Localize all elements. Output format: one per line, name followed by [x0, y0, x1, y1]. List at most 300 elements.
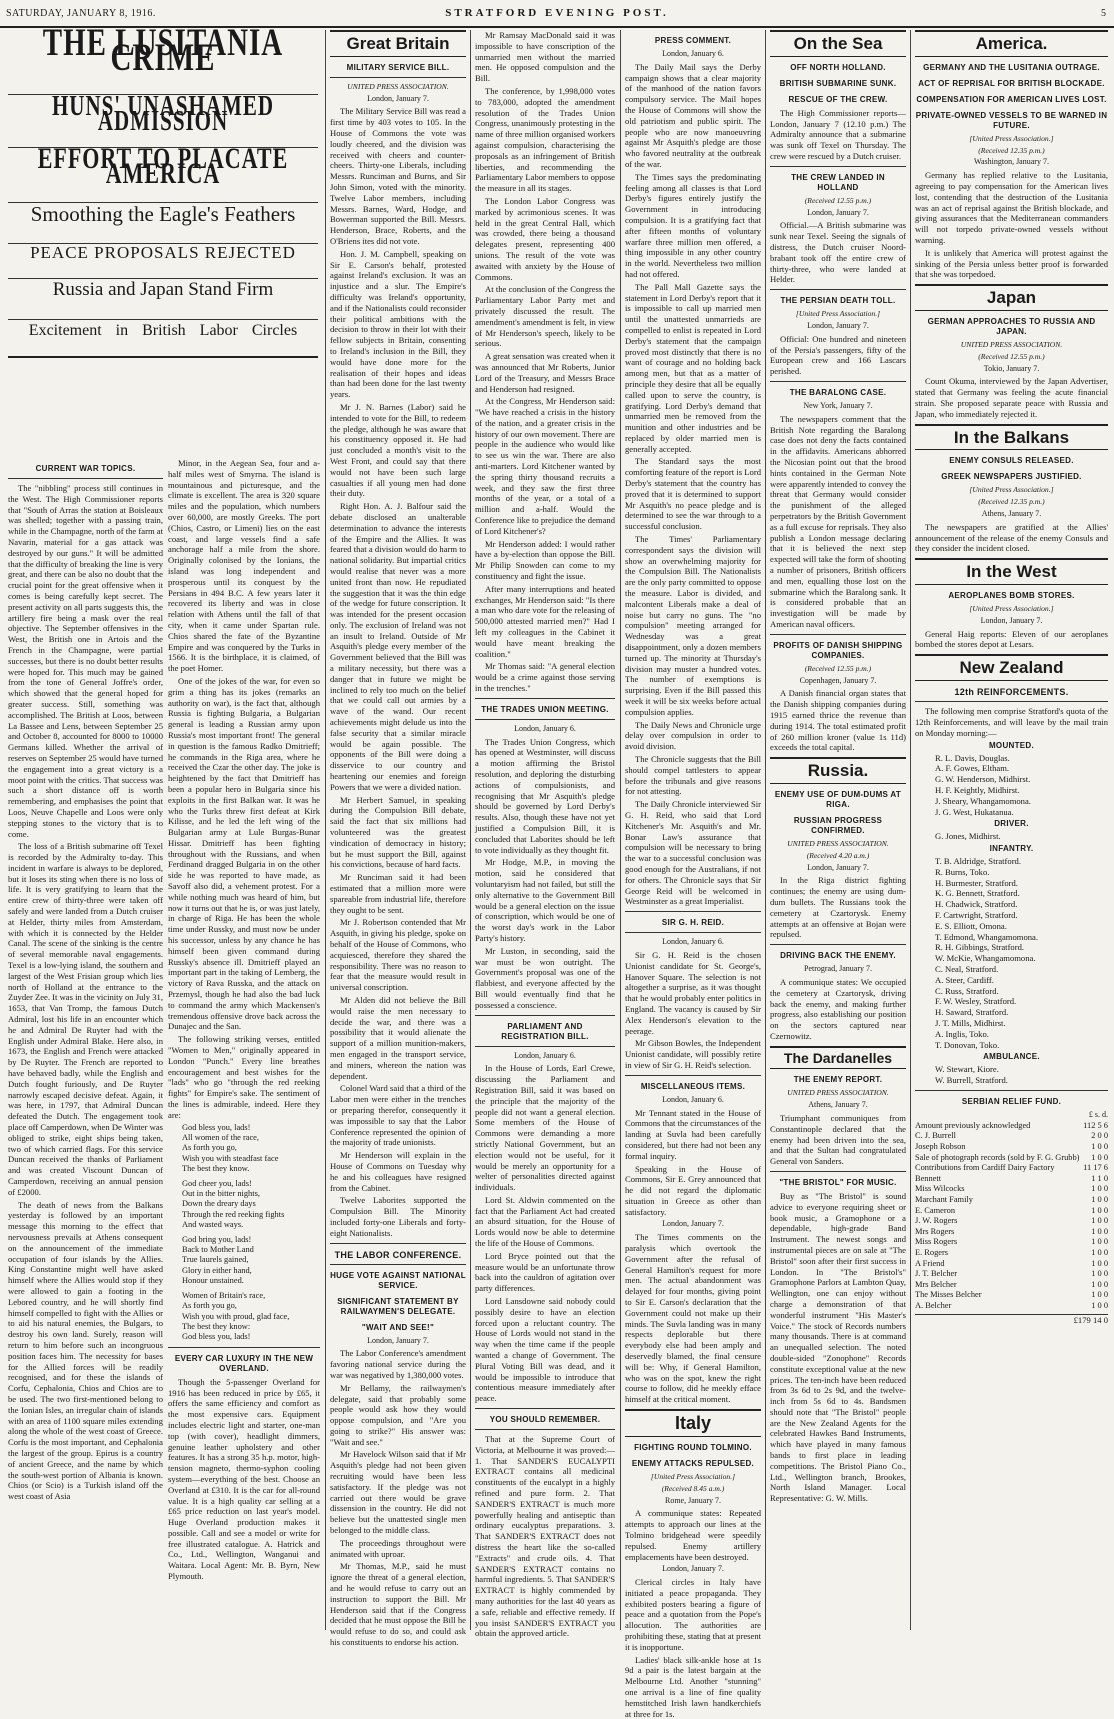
- subheading-reid: SIR G. H. REID.: [661, 918, 725, 928]
- article-paragraph: Mr Gibson Bowles, the Independent Unionist candidate, will possibly retire in view of Sir G. H. Reid's selection.: [625, 1038, 761, 1070]
- fund-amount: 1 0 0: [1091, 1290, 1108, 1300]
- divider: [625, 911, 761, 912]
- fund-contributor: C. J. Burrell: [915, 1131, 956, 1141]
- article-paragraph: Mr Thomas, M.P., said he must ignore the threat of a general election, and he would refuse to carry out an instruction to support the Bill. Mr Henderson said that if the Congress decided that he must oppose the Bill he would refuse to do so, and could ask his constituents to endorse his action.: [330, 1561, 466, 1648]
- list-item: G. Jones, Midhirst.: [935, 831, 1001, 842]
- press-credit: [United Press Association.]: [795, 309, 881, 319]
- article-paragraph: Official: One hundred and nineteen of the Persia's passengers, fifty of the European crew and 166 Lascars perished.: [770, 333, 906, 377]
- list-item: W. Burrell, Stratford.: [935, 1075, 1008, 1086]
- section-heading-overland: EVERY CAR LUXURY IN THE NEW OVERLAND.: [174, 1353, 314, 1373]
- article-paragraph: Mr Thomas said: "A general election would be a crime against those serving in the trenches.": [475, 661, 615, 694]
- poem-line: God cheer you, lads!: [182, 1178, 252, 1188]
- article-paragraph: Colonel Ward said that a third of the Labor men were either in the trenches or preparing therefor, consequently it was impossible to say that the Labor Conference represented the opinion of the majority of trade unionists.: [330, 1083, 466, 1148]
- poem-line: Women of Britain's race,: [182, 1290, 266, 1300]
- article-paragraph: The Military Service Bill was read a first time by 403 votes to 105. In the House of Commons the vote was loudly cheered, and the division was received with cheers and counter-cheers. Thirty-one Liberals, including Messrs. Runciman and Burns, and Sir John Simon, voted with the minority. Twelve Labor members, including Messrs. Barnes, Ward, Hodge, and Bowerman supported the Bill. Messrs. Henderson, Brace, Roberts, and the O'Briens ites did not vote.: [330, 106, 466, 246]
- list-item: J. T. Mills, Midhirst.: [935, 1018, 1006, 1029]
- poem-line: God bring you, lads!: [182, 1234, 252, 1244]
- poem-line: Out in the bitter nights,: [182, 1189, 260, 1199]
- divider: [8, 356, 318, 358]
- dateline: London, January 7.: [807, 321, 869, 330]
- section-heading-box: [915, 654, 1108, 681]
- section-heading-box: [770, 30, 906, 57]
- received-time: (Received 8.45 a.m.): [661, 1483, 725, 1493]
- list-item: K. G. Bennett, Stratford.: [935, 888, 1020, 899]
- headline-lusitania: THE LUSITANIA CRIME: [42, 21, 284, 79]
- list-item: T. B. Aldridge, Stratford.: [935, 856, 1022, 867]
- fund-contributor: Mrs Rogers: [915, 1226, 955, 1236]
- article-paragraph: The Labor Conference's amendment favoring national service during the war was negatived by 1,380,000 votes.: [330, 1348, 466, 1380]
- fund-amount: 11 17 6: [1083, 1163, 1108, 1173]
- subheading-north-holland: OFF NORTH HOLLAND.: [790, 62, 886, 72]
- article-paragraph: Sir G. H. Reid is the chosen Unionist candidate for St. George's, Hanover Square. The selection is not altogether a surprise, as it was thought that he would probably enter politics in England. The vacancy is caused by Sir Alex Henderson's elevation to the peerage.: [625, 949, 761, 1036]
- masthead-date: SATURDAY, JANUARY 8, 1916.: [6, 8, 156, 19]
- advertisement-text: Though the 5-passenger Overland for 1916 has been reduced in price by £65, it offers the same efficiency and comfort as the most expensive cars. Equipment includes electric light and starter, one-man top (with cover), headlight dimmers, genuine leather upholstery and other features. It has a strong 35 h.p. motor, high-tension magneto, thermo-syphon cooling system—everything of the best. Choose an Overland at £310. It is the car for all-round value. It is a high quality car selling at a £65 price reduction on last year's model. Huge Overland production makes it possible. Call and see a model or write for free illustrated catalogue. A. Hatrick and Co., Ltd., Wellington, Wanganui and Waitara. Local Agent: Mr. B. Byrn, New Plymouth.: [168, 1376, 320, 1582]
- article-paragraph: Mr Alden did not believe the Bill would raise the men necessary to decide the war, and there was a possibility that it would alienate the support of a million munition-makers, men engaged in the transport service, and miners, whereon the nation was dependent.: [330, 994, 466, 1081]
- divider: [475, 1408, 615, 1409]
- article-paragraph: Mr Henderson will explain in the House of Commons on Tuesday why he and his colleagues have resigned from the Cabinet.: [330, 1150, 466, 1193]
- poem-line: All women of the race,: [182, 1133, 259, 1143]
- divider: [625, 932, 761, 933]
- column-rule: [325, 30, 326, 1630]
- fund-row: [915, 1153, 1108, 1164]
- fund-row: [915, 1280, 1108, 1291]
- article-paragraph: The Times comments on the paralysis which overtook the Government after the refusal of General Hamilton's request for more men. The actual abandonment was delayed for four months, giving point to Sir E. Carson's declaration that the Government could not make up their minds. The Suvla landing was in many respects deplorable but there everybody else had been amply and deservedly blamed, the final censure will be: Why, if General Hamilton, who was on the spot, knew the right course to follow, did he meekly efface himself at the critical moment.: [625, 1232, 761, 1405]
- fund-contributor: Sale of photograph records (sold by F. G. Grubb): [915, 1152, 1080, 1162]
- dateline: London, January 6.: [662, 937, 724, 947]
- list-item: G. W. Henderson, Midhirst.: [935, 774, 1031, 785]
- fund-row: [915, 1290, 1108, 1301]
- section-heading-box: [915, 30, 1108, 57]
- subheading-military-service: MILITARY SERVICE BILL.: [346, 62, 450, 72]
- article-paragraph: At the Congress, Mr Henderson said: "We have reached a crisis in the history of the nation, and a greater crisis in the history of our own movement. There are people in the audience who would like to see us win the war. There are also anti-marters. Lord Kitchener wanted by the spring thirty thousand recruits a week, and they saw the first three months of the year, or a total of a million and a-half. Would the Conference like to prejudice the demand of Lord Kitchener's?: [475, 396, 615, 536]
- column-labor-congress: [475, 30, 615, 1639]
- fund-contributor: Amount previously acknowledged: [915, 1120, 1031, 1130]
- subheading-misc: MISCELLANEOUS ITEMS.: [640, 1081, 746, 1091]
- divider: [770, 634, 906, 635]
- list-item: A. Steer, Cardiff.: [935, 974, 994, 985]
- list-item: H. Chadwick, Stratford.: [935, 899, 1018, 910]
- dateline: Athens, January 7.: [808, 1100, 868, 1110]
- article-paragraph: The Standard says the most comforting feature of the report is Lord Derby's statement that the country has proved that it is determined to support Mr Asquith's no peace pledge and is determined to see the war through to a successful conclusion.: [625, 456, 761, 532]
- section-title-japan: Japan: [986, 288, 1037, 308]
- fund-row: [915, 1269, 1108, 1280]
- fund-row: [915, 1237, 1108, 1248]
- article-paragraph: Speaking in the House of Commons, Sir E. Grey announced that he did not regard the diplomatic situation in Greece as other than satisfactory.: [625, 1163, 761, 1217]
- list-infantry: [915, 856, 1108, 1050]
- article-paragraph: Mr Tennant stated in the House of Commons that the circumstances of the landing at Suvla had been carefully considered, but there had not been any formal inquiry.: [625, 1107, 761, 1161]
- article-paragraph: Official.—A British submarine was sunk near Texel. Seeing the signals of distress, the Dutch cruiser Noord-brabant took off the entire crew of thirty-three, who were landed at Helder.: [770, 220, 906, 285]
- divider: [168, 1347, 320, 1348]
- fund-row: [915, 1206, 1108, 1217]
- fund-row: [915, 1216, 1108, 1227]
- subheading-persian: THE PERSIAN DEATH TOLL.: [780, 296, 896, 306]
- list-mounted: [915, 753, 1108, 818]
- headline-huns: HUNS' UNASHAMED ADMISSION: [51, 89, 275, 137]
- poem-line: True laurels gained,: [182, 1255, 249, 1265]
- subheading-aeroplanes: AEROPLANES BOMB STORES.: [948, 591, 1075, 601]
- divider: [330, 1264, 466, 1265]
- poem-line: Through the red reeking fights: [182, 1209, 285, 1219]
- column-rule: [470, 30, 471, 1630]
- article-paragraph: The proceedings throughout were animated with uproar.: [330, 1537, 466, 1559]
- subheading-wait-and-see: "WAIT AND SEE!": [361, 1322, 435, 1332]
- received-time: (Received 12.35 p.m.): [978, 145, 1045, 155]
- press-credit: UNITED PRESS ASSOCIATION.: [787, 1088, 889, 1098]
- advertisement-text: Buy as "The Bristol" is sound advice to everyone requiring sheet or book music, a Gramophone or a dependable, high-grade Band Instrument. The newest songs and instrumental pieces are on sale at "The Bristol" soon after their first success in London. In "The Bristol's" Gramophone Parlors at Lambton Quay, Wellington, one can enjoy without charge a demonstration of that wonderful instrument "His Master's Voice." The stock of Records numbers many thousands. There is at command an unequalled selection. The noted double-sided "Zonophone" Records constitute exceptional value at the new prices. The ten-inch have been reduced from 3s 6d to 2s 9d, and the twelve-inch from 5s 6d to 4s. Bandsmen should note that "The Bristol" people are the New Zealand Agents for the celebrated Hawkes Band Instruments, which have played in many famous bands to first place in leading competitions. The Bristol Piano Co., Ltd., Wellington branch, Brookes, North Island Manager. Local Representative: G. W. Mills.: [770, 1190, 906, 1504]
- article-paragraph: Lord Lansdowne said nobody could possibly desire to have an election forced upon a reluctant country. The House of Lords would not stand in the way when the time came if the people wanted a change of Government. The Plural Voting Bill was dead, and it would be impossible to introduce that contentious measure immediately after peace.: [475, 1296, 615, 1404]
- fund-amount: 1 0 0: [1091, 1152, 1108, 1162]
- subheading-parliament: PARLIAMENT AND REGISTRATION BILL.: [501, 1021, 589, 1041]
- fund-amount: 1 0 0: [1091, 1226, 1108, 1236]
- article-paragraph: Right Hon. A. J. Balfour said the debate disclosed an unalterable determination to advance the interests of the Empire and the Allies. It was feared that a division would do harm to national solidarity. But impartial critics would realise that never was a more united front than now. He repudiated the suggestion that it was the thin edge of the wedge for future conscription. It was intended for the present occasion only. The exclusion of Ireland was not an insult to Ireland. Outside of Mr Asquith's pledge every member of the Government believed that the Bill was a military necessity, but there was a danger that in future we might be inclined to rely too much on the belief that we could call out armies by a wave of the wand. Our recent achievements might delude us into the false security that a similar miracle would be again possible. The opponents of the Bill were doing a disservice to our country and heartening our enemies and foreign Powers that we were a divided nation.: [330, 501, 466, 792]
- fund-contributor: Miss Wilcocks: [915, 1184, 965, 1194]
- article-paragraph: Minor, in the Aegean Sea, four and a-half miles west of Smyrna. The island is mountainous and picturesque, and the climate is excellent. The area is 320 square miles and the population, which numbers over 60,000, are mostly Greeks. The port (Chios, Castro, or Limeni) lies on the east coast, and large vessels find a safe anchorage half a mile from the shore. Originally colonised by the Ionians, the island was long independent and prosperous until its conquest by the Persians in 494 B.C. A few years later it recovered its liberty and was in close relation with Athens until the fall of that city, when it came under Spartan rule. Chios shared the fate of the Byzantine Empire and was conquered by the Turks in 1566. It is the birthplace, it is claimed, of the poet Homer.: [168, 458, 320, 674]
- press-credit: [United Press Association.]: [969, 485, 1054, 495]
- column-current-war-continued: [168, 458, 320, 1633]
- fund-amount: 1 0 0: [1091, 1142, 1108, 1152]
- subheading-remember: YOU SHOULD REMEMBER.: [489, 1415, 601, 1425]
- list-item: F. Cartwright, Stratford.: [935, 910, 1018, 921]
- article-paragraph: The newspapers comment that the British Note regarding the Baralong case does not deny the facts contained in the affidavits. Americans abhorred the Nicosian point out that the brood hints contained in the German Note were apparently intended to convey the threat that Germany would consider the punishment of the alleged perpetrators by the British Government as a full excuse for reprisals. They also publish a London message declaring that it is believed the next step expected will take the form of shooting a number of prisoners, British officers and men, equalling those lost on the submarine which the Baralong sank. It is considered probable that an investigation will be made by American naval officers.: [770, 413, 906, 629]
- section-title-west: In the West: [966, 562, 1057, 582]
- dateline: Tokio, January 7.: [983, 363, 1040, 373]
- dateline: London, January 7.: [807, 862, 869, 872]
- dateline: Copenhagen, January 7.: [799, 675, 877, 685]
- poem-line: Honour unstained.: [182, 1276, 244, 1286]
- list-item: T. Donovan, Toko.: [935, 1039, 1000, 1050]
- fund-amount: 1 0 0: [1091, 1216, 1108, 1226]
- label-infantry: INFANTRY.: [989, 844, 1034, 854]
- dateline: London, January 6.: [514, 723, 576, 733]
- section-heading-box: [915, 424, 1108, 451]
- article-paragraph: Mr Henderson added: I would rather have a by-election than oppose the Bill. Mr Philip Snowden can come to my constituency and fight the issue.: [475, 538, 615, 582]
- divider: [625, 1075, 761, 1076]
- press-credit: UNITED PRESS ASSOCIATION.: [787, 838, 889, 848]
- fund-contributor: Mrs Belcher: [915, 1279, 957, 1289]
- received-time: (Received 12.35 p.m.): [978, 497, 1045, 507]
- subheading-huge-vote: HUGE VOTE AGAINST NATIONAL SERVICE.: [330, 1270, 466, 1290]
- article-paragraph: Mr Hodge, M.P., in moving the motion, said he considered that voluntaryism had not failed, but still the only alternative to the Government Bill would be a general election on the issue of conscription, which would be one of the worst day's work in the Labor Party's history.: [475, 857, 615, 943]
- section-title-dardanelles: The Dardanelles: [783, 1049, 893, 1066]
- divider: [475, 698, 615, 699]
- fund-contributor: Joseph Robson: [915, 1142, 966, 1152]
- fund-contributor: E. Cameron: [915, 1205, 956, 1215]
- divider: [770, 944, 906, 945]
- section-title-new-zealand: New Zealand: [959, 658, 1064, 678]
- subheading-serbian-fund: SERBIAN RELIEF FUND.: [961, 1097, 1062, 1107]
- article-paragraph: The following striking verses, entitled "Women to Men," originally appeared in London "Punch." Every line breathes encouragement and best wishes for the "lads" who go "through the red reeking fights" for Empire's sake. The sentiment of the lines is admirable, indeed. Here they are:: [168, 1034, 320, 1120]
- section-heading-box: [915, 284, 1108, 311]
- subheading-repulsed: ENEMY ATTACKS REPULSED.: [631, 1458, 755, 1468]
- fund-row: [915, 1301, 1108, 1312]
- section-heading-current-war: CURRENT WAR TOPICS.: [35, 464, 136, 473]
- headline-labor: Excitement in British Labor Circles: [28, 322, 298, 339]
- press-credit: UNITED PRESS ASSOCIATION.: [960, 340, 1063, 350]
- article-paragraph: Triumphant communiques from Constantinople declared that the enemy had been driven into the sea, and that the Sultan had congratulated General von Sanders.: [770, 1112, 906, 1167]
- fund-amount: 112 5 6: [1083, 1120, 1108, 1130]
- fund-contributor: Marchant Family: [915, 1194, 973, 1204]
- dateline: London, January 6.: [662, 1094, 724, 1104]
- fund-amount: 1 0 0: [1091, 1184, 1108, 1194]
- page-number: 5: [1101, 8, 1106, 19]
- article-paragraph: At the conclusion of the Congress the Parliamentary Labor Party met and privately discussed the result. The amendment's amendment is felt, in view of Mr Henderson's speech, likely to be serious.: [475, 284, 615, 349]
- divider: [770, 1171, 906, 1172]
- section-title-italy: Italy: [674, 1413, 712, 1434]
- headline-eagle: Smoothing the Eagle's Feathers: [30, 202, 296, 226]
- dateline: London, January 7.: [662, 1219, 724, 1229]
- subheading-bristol: "THE BRISTOL" FOR MUSIC.: [779, 1177, 897, 1187]
- article-paragraph: The conference, by 1,998,000 votes to 783,000, adopted the amendment resolution of the Trades Union Congress, unanimously protesting in the name of three million organised workers against compulsion, characterising the proposals as an infringement of British liberties, and recommending the Parliamentary Labor members to oppose the measure in all its stages.: [475, 85, 615, 194]
- column-current-war-topics: [8, 458, 163, 1633]
- subheading-significant: SIGNIFICANT STATEMENT BY RAILWAYMEN'S DELEGATE.: [337, 1296, 459, 1316]
- article-paragraph: Germany has replied relative to the Lusitania, agreeing to pay compensation for the American lives lost, contending that the destruction of the Lusitania was an act of reprisal against the British blockade, and giving assurances that the Mediterranean commanders will not torpedo private-owned vessels without warning.: [915, 170, 1108, 246]
- article-paragraph: It is unlikely that America will protest against the sinking of the Persia unless better proof is forwarded that she was torpedoed.: [915, 247, 1108, 280]
- article-paragraph: One of the jokes of the war, for even so grim a thing has its jokes (remarks an authority on war), is the fact that, although Russia is fighting Bulgaria, a Bulgarian general is leading a Russian army upon Russia's most important front! The general in question is the famous Radko Dmitrieff; he commands in the Riga area, where he received the Czar the other day. The joke is heightened by the fact that Dmitrieff has been a popular hero in Bulgaria since his exploits in the first Balkan war. It was he who the Turks threw first defeat at Kirk Kilisse, and he led the left wing of the Bulgarian army at Lule Burgas-Bunar Hissar. Dmitrieff has been fighting throughout with the Russians, and when Ferdinand dragged Bulgaria in on the other side he was reported to have made, as Savoff also did, a vehement protest. For a while nothing much was heard of him, but now it turns out that he is, or was just lately, in charge of Riga. He has been the whole time under Russky, and must now be under his successor, unless by any chance he has himself been given command during Russky's absence ill. Dmitrieff played an important part in the taking of Lemberg, the victory of Rava Russka, and the attack on Przemysl, though he had also the bad luck to command the army which Mackensen's tremendous offensive drove back across the Dunajec and the San.: [168, 675, 320, 1032]
- fund-contributor: Miss Rogers: [915, 1237, 958, 1247]
- article-paragraph: In the Riga district fighting continues; the enemy are using dum-dum bullets. The Russians took the cemetery at Czartorysk. Enemy attempts at an offensive at Bojan were repulsed.: [770, 875, 906, 940]
- article-paragraph: Twelve Laborites supported the Compulsion Bill. The Minority included forty-one Liberals and forty-eight Nationalists.: [330, 1195, 466, 1238]
- article-paragraph: In the House of Lords, Earl Crewe, discussing the Parliament and Registration Bill, said it was based on the principle that the majority of the people did not want a general election. Some members of the House of Commons were demanding a more strictly National Government, but an election would not be useful, for it would be merely an opportunity for a welter of personalities directed against individuals.: [475, 1063, 615, 1193]
- article-paragraph: Clerical circles in Italy have initiated a peace propaganda. They exhibited posters bearing a figure of peace and a quotation from the Pope's allocution. The authorities are prohibiting these, stating that at present it is inopportune.: [625, 1577, 761, 1652]
- advertisement-text: That at the Supreme Court of Victoria, at Melbourne it was proved:— 1. That SANDER'S EUCALYPTI EXTRACT contains all medicinal constituents of the eucalypt in a highly refined and pure form. 2. That SANDER'S EXTRACT is much more powerfully healing and antiseptic than ordinary eucalyptus preparations. 3. That SANDER'S EXTRACT does not distress the heart like the so-called "Extracts" and crude oils. 4. That SANDER'S EXTRACT contains no harmful ingredients. 5. That SANDER'S EXTRACT is highly commended by many authorities for the last 40 years as a safe, reliable and effective remedy. If you insist SANDER'S EXTRACT you obtain the approved article.: [475, 1434, 615, 1639]
- subheading-greek-newspapers: GREEK NEWSPAPERS JUSTIFIED.: [941, 472, 1082, 482]
- press-credit: [United Press Association.]: [969, 133, 1054, 143]
- section-heading-box: [625, 1409, 761, 1437]
- article-paragraph: The loss of a British submarine off Texel is recorded by the Admiralty to-day. This incident in warfare is always to be deplored, but it loses its sting when there is no loss of life. It is very gratifying to learn that the entire crew of thirty-three were taken off safely and were landed from a Dutch cruiser at Helder, thirty miles from Amsterdam, with which it is connected by the Helder Canal. The scene of the sinking is the centre of several memorable naval engagements. Texel is a low-lying island, the southern and largest of the West Frisian group which lies north of Holland at the entrance to the Zuyder Zee. It was in the vicinity on July 31, 1653, that Van Tromp, the famous Dutch Admiral, lost his life in an encounter which he and Admiral De Ruyter had with the English under Admiral Blake. Here also, in 1673, the English and French were attacked by De Ruyter. The French are reported to have behaved badly, while the English and Dutch fought furiously, and De Ruyter narrowly escaped decisive defeat. Again, it was here, in 1797, that Admiral Duncan defeated the Dutch. The engagement took place off Camperdown, when De Winter was obliged to strike, eight ships being taken, two of which carried flags. For this service Duncan received the thanks of Parliament and was created Viscount Duncan of Camperdown, receiving an annual pension of £2000.: [8, 841, 163, 1197]
- dateline: London, January 6.: [662, 49, 724, 58]
- subheading-tolmino: FIGHTING ROUND TOLMINO.: [634, 1442, 752, 1452]
- column-rule: [620, 30, 621, 1630]
- section-title-america: America.: [975, 34, 1048, 53]
- received-time: (Received 12.55 p.m.): [978, 351, 1045, 361]
- fund-amount: 1 0 0: [1091, 1279, 1108, 1289]
- article-paragraph: Mr J. Robertson contended that Mr Asquith, in giving his pledge, spoke on behalf of the House of Commons, who acquiesced, therefore they shared the responsibility. There was no reason to fear that the measure would result in universal conscription.: [330, 917, 466, 993]
- poem-line: The best they know.: [182, 1164, 250, 1174]
- list-item: E. S. Elliott, Omona.: [935, 920, 1007, 931]
- column-rule: [765, 30, 766, 1630]
- press-credit: [United Press Association.]: [969, 604, 1054, 614]
- dateline: London, January 6.: [514, 1050, 576, 1060]
- column-on-the-sea: [770, 30, 906, 1630]
- divider: [475, 1046, 615, 1047]
- poem-line: And wasted ways.: [182, 1220, 244, 1230]
- dateline: London, January 7.: [980, 615, 1043, 625]
- fund-row: [915, 1259, 1108, 1270]
- subheading-driving-back: DRIVING BACK THE ENEMY.: [780, 951, 896, 961]
- headline-russia-japan: Russia and Japan Stand Firm: [52, 279, 274, 300]
- list-item: C. Russ, Stratford.: [935, 985, 999, 996]
- received-time: (Received 4.20 a.m.): [806, 850, 870, 860]
- fund-contributor: Contributions from Cardiff Dairy Factory: [915, 1163, 1055, 1173]
- subheading-german-approaches: GERMAN APPROACHES TO RUSSIA AND JAPAN.: [927, 317, 1096, 337]
- list-item: R. Burns, Toko.: [935, 866, 990, 877]
- article-paragraph: A Danish financial organ states that the Danish shipping companies during 1915 earned thrice the revenue than during 1914. The total estimated profit of 260 million kroner (value 1s 11d) exceeds the total capital.: [770, 688, 906, 753]
- poem-line: Glory in either hand,: [182, 1265, 252, 1275]
- fund-amount: 1 0 0: [1091, 1258, 1108, 1268]
- label-mounted: MOUNTED.: [988, 740, 1035, 750]
- article-paragraph: The Daily News and Chronicle urge delay over compulsion in order to avoid division.: [625, 719, 761, 752]
- article-paragraph: The Trades Union Congress, which has opened at Westminster, will discuss a motion affirming the Bristol resolution, and deploring the disturbing actions of compulsionists, and recognising that Mr Asquith's pledge should be governed by Lord Derby's results. Also, though these have not yet justified a Compulsion Bill, it is concluded that Laborites should be left to vote individually as they thought fit.: [475, 736, 615, 855]
- fund-contributor: A. Belcher: [915, 1300, 952, 1310]
- poem-line: As forth you go,: [182, 1301, 237, 1311]
- article-paragraph: The following men comprise Stratford's quota of the 12th Reinforcements, and will leave by the mail train on Monday morning:—: [915, 706, 1108, 738]
- article-paragraph: Lord St. Aldwin commented on the fact that the Parliament Act had created an absurd situation, for the House of Lords would now be able to determine the life of the House of Commons.: [475, 1194, 615, 1249]
- received-time: (Received 12.55 p.m.): [804, 663, 872, 673]
- column-rule: [910, 30, 911, 1630]
- divider: [770, 381, 906, 382]
- subheading-russian-progress: RUSSIAN PROGRESS CONFIRMED.: [793, 815, 883, 835]
- subheading-reprisal: ACT OF REPRISAL FOR BRITISH BLOCKADE.: [918, 78, 1105, 88]
- poem-line: Back to Mother Land: [182, 1245, 254, 1255]
- article-paragraph: Count Okuma, interviewed by the Japan Advertiser, stated that Germany was feeling the acute financial strain. She proposed separate peace with Russia and Japan, who immediately rejected it.: [915, 376, 1108, 419]
- fund-amount: 1 0 0: [1091, 1247, 1108, 1257]
- dateline: Petrograd, January 7.: [804, 964, 872, 974]
- divider: [8, 319, 318, 320]
- divider: [770, 289, 906, 290]
- section-title-great-britain: Great Britain: [346, 34, 450, 53]
- fund-contributor: The Misses Belcher: [915, 1290, 982, 1300]
- dateline: Athens, January 7.: [981, 509, 1042, 519]
- divider: [770, 166, 906, 167]
- article-paragraph: The newspapers are gratified at the Allies' announcement of the release of the enemy Consuls and they consider the incident closed.: [915, 521, 1108, 554]
- list-item: H. Burmester, Stratford.: [935, 877, 1018, 888]
- subheading-submarine-sunk: BRITISH SUBMARINE SUNK.: [779, 78, 897, 88]
- dateline: Rome, January 7.: [665, 1495, 721, 1505]
- press-credit: [United Press Association.]: [650, 1471, 736, 1481]
- article-paragraph: The London Labor Congress was marked by acrimonious scenes. It was held in the great Central Hall, which was crowded, there being a thousand delegates present, representing 400 unions. The result of the vote was awaited with anxiety by the House of Commons.: [475, 195, 615, 282]
- poem-line: Wish you with steadfast face: [182, 1153, 279, 1163]
- fund-amount: 1 0 0: [1091, 1300, 1108, 1310]
- article-paragraph: The Times says the predominating feeling among all classes is that Lord Derby's figures entirely justify the Government in introducing compulsion. It is a gratifying fact that after fifteen months of voluntary warfare three million men offered, a thing impossible in any other country in the world. Nevertheless two million had not offered.: [625, 171, 761, 279]
- article-paragraph: A communique states: Repeated attempts to approach our lines at the Tolmino bridgehead were speedily repulsed. Enemy artillery emplacements have been destroyed.: [625, 1508, 761, 1562]
- list-item: A. Inglis, Toko.: [935, 1028, 989, 1039]
- fund-amount: 1 0 0: [1091, 1194, 1108, 1204]
- article-paragraph: Mr Havelock Wilson said that if Mr Asquith's pledge had not been given recruiting would have been less satisfactory. If the pledge was not carried out there would be grave dissension in the country. He did not believe but the unattested single men belonged to the middle class.: [330, 1449, 466, 1536]
- divider: [475, 1429, 615, 1430]
- dateline: Washington, January 7.: [974, 157, 1049, 167]
- section-title-balkans: In the Balkans: [953, 427, 1070, 447]
- section-heading-box: [330, 30, 466, 57]
- received-time: (Received 12.55 p.m.): [804, 195, 872, 205]
- dateline: New York, January 7.: [803, 400, 873, 410]
- subheading-lusitania-outrage: GERMANY AND THE LUSITANIA OUTRAGE.: [923, 62, 1100, 72]
- list-item: J. G. West, Hukatanua.: [935, 806, 1014, 817]
- fund-contributor: A Friend: [915, 1258, 945, 1268]
- press-credit: UNITED PRESS ASSOCIATION.: [347, 81, 449, 91]
- section-heading-box: [770, 757, 906, 784]
- fund-row: [915, 1184, 1108, 1195]
- divider: [915, 1090, 1108, 1091]
- article-paragraph: Mr Bellamy, the railwaymen's delegate, said that probably some people would ask how they would oppose compulsion, and "Are you going to strike?" His answer was: "Wait and see.": [330, 1382, 466, 1447]
- article-paragraph: A communique states: We occupied the cemetery at Czartorysk, driving back the enemy, and making further progress, also establishing our position on the sectors captured near Czernowitz.: [770, 976, 906, 1041]
- subheading-rescue: RESCUE OF THE CREW.: [788, 94, 888, 104]
- fund-contributor: Bennett: [915, 1173, 942, 1183]
- headline-america: EFFORT TO PLACATE AMERICA: [37, 141, 289, 190]
- article-paragraph: The "nibbling" process still continues in the West. The High Commissioner reports that "South of Arras the station at Boisleaux was shelled; together with a passing train, while in the Champagne, north of the farm at Navarin, material for a gas attack was destroyed by our guns." It will be admitted that the difficulty of breaking the line is very great, and there can be also no doubt that the crucial point for the great offensive when it comes is being carefully kept secret. The present activity on all parts suggests this, the artillery fire being a mask over the real objective. The September offensives in the West, the British one in Artois and the French in the Champagne, were partial successes, but there is no doubt better results were hoped for. This much may be gained from the tone of General Joffre's order, which showed that the general hoped for greater success. Still, something was accomplished. The British at Loos, between La Bassee and Lens, between September 25 and October 8, accounted for 8000 to 10000 Germans killed. Whether the arrival of reserves on September 25 would have turned the engagement into a great victory is a moot point with the critics. That success was such a short distance off is worth remembering, and emphasises the point that Loos, Neuve Chapelle and Loos were only stepping stones to the victory that is to come.: [8, 483, 163, 839]
- list-item: H. Saward, Stratford.: [935, 1007, 1009, 1018]
- fund-amount: 2 0 0: [1091, 1131, 1108, 1141]
- list-item: A. F. Gowes, Eltham.: [935, 763, 1010, 774]
- subheading-baralong: THE BARALONG CASE.: [789, 387, 887, 397]
- dateline: London, January 7.: [807, 207, 869, 217]
- fund-table: [915, 1121, 1108, 1312]
- section-heading-box: [770, 1046, 906, 1070]
- article-paragraph: Mr Luston, in seconding, said the war must be won outright. The Government's proposal was one of the flabbiest, and everyone affected by the Bill would eventually find that he possessed a conscience.: [475, 945, 615, 1010]
- subheading-enemy-report: THE ENEMY REPORT.: [793, 1075, 883, 1085]
- dateline: London, January 7.: [367, 93, 429, 103]
- article-paragraph: After many interruptions and heated exchanges, Mr Henderson said: "Is there a man who dare vote for the releasing of 500,000 attested married men?" Had I left my colleagues in the Cabinet it would have meant breaking the coalition.": [475, 583, 615, 659]
- section-title-russia: Russia.: [807, 761, 869, 781]
- poem-line: The best they know:: [182, 1321, 251, 1331]
- subheading-labor-conference: THE LABOR CONFERENCE.: [334, 1249, 462, 1260]
- subheading-crew-landed: THE CREW LANDED IN HOLLAND: [791, 172, 885, 192]
- label-ambulance: AMBULANCE.: [983, 1052, 1040, 1062]
- list-item: H. F. Keightly, Midhirst.: [935, 784, 1020, 795]
- subheading-vessels-warned: PRIVATE-OWNED VESSELS TO BE WARNED IN FUTURE.: [915, 110, 1108, 130]
- subheading-consuls-released: ENEMY CONSULS RELEASED.: [949, 456, 1074, 466]
- dateline: London, January 7.: [367, 1335, 429, 1345]
- subheading-reinforcements: 12th REINFORCEMENTS.: [954, 687, 1069, 698]
- poem-line: Wish you with proud, glad face,: [182, 1311, 290, 1321]
- fund-row: [915, 1163, 1108, 1174]
- fund-amount: 1 0 0: [1091, 1237, 1108, 1247]
- article-paragraph: Mr Runciman said it had been estimated that a million more were spareable from industrial life, therefore they ought to be sent.: [330, 872, 466, 915]
- subheading-danish: PROFITS OF DANISH SHIPPING COMPANIES.: [773, 640, 903, 660]
- fund-amount: 1 1 0: [1091, 1173, 1108, 1183]
- subheading-compensation: COMPENSATION FOR AMERICAN LIVES LOST.: [916, 94, 1107, 104]
- poem-line: As forth you go,: [182, 1143, 237, 1153]
- poem-line: Down the dreary days: [182, 1199, 256, 1209]
- list-item: F. W. Wesley, Stratford.: [935, 996, 1017, 1007]
- list-item: R. L. Davis, Douglas.: [935, 752, 1010, 763]
- poem-line: God bless you, lads!: [182, 1332, 251, 1342]
- article-paragraph: Mr Herbert Samuel, in speaking during the Compulsion Bill debate, said the fact that six millions had volunteered was the greatest vindication of democracy in history; but he must support the Bill, against his convictions, because of hard facts.: [330, 794, 466, 870]
- divider: [330, 77, 466, 78]
- list-item: C. Neal, Stratford.: [935, 964, 999, 975]
- list-item: T. Edmond, Whangamomona.: [935, 931, 1039, 942]
- fund-contributor: J. T. Belcher: [915, 1269, 958, 1279]
- label-driver: DRIVER.: [994, 819, 1029, 829]
- list-item: R. H. Gibbings, Stratford.: [935, 942, 1025, 953]
- article-paragraph: General Haig reports: Eleven of our aeroplanes bombed the stores depot at Lesars.: [915, 628, 1108, 650]
- divider: [915, 701, 1108, 702]
- article-paragraph: A great sensation was created when it was announced that Mr Roberts, Junior Lord of the Treasury, and Messrs Brace and Henderson had resigned.: [475, 351, 615, 394]
- section-heading-box: [915, 558, 1108, 585]
- list-item: W. Stewart, Kiore.: [935, 1064, 999, 1075]
- subheading-press-comment: PRESS COMMENT.: [654, 36, 732, 45]
- column-america: [915, 30, 1108, 1630]
- column-press-comment: [625, 30, 761, 1719]
- fund-contributor: J. W. Rogers: [915, 1216, 958, 1226]
- article-paragraph: Mr Ramsay MacDonald said it was impossible to have conscription of the unmarried men without the married men. He opposed compulsion and the Bill.: [475, 30, 615, 84]
- divider: [8, 478, 163, 479]
- divider: [475, 719, 615, 720]
- article-paragraph: The High Commissioner reports— London, January 7 (12.10 p.m.) The Admiralty announce that a submarine was sunk off Texel on Thursday. The crew were rescued by a Dutch cruiser.: [770, 107, 906, 162]
- fund-amount: 1 0 0: [1091, 1205, 1108, 1215]
- article-paragraph: The Daily Chronicle interviewed Sir G. H. Reid, who said that Lord Kitchener's Mr. Asquith's and Mr. Bonar Law's assurance that compulsion will be necessary to bring the war to a successful conclusion was good enough for the Australians, if not for others. The Chronicle says that Sir George Reid will be welcomed in Westminster as a great Imperialist.: [625, 799, 761, 907]
- article-paragraph: The Pall Mall Gazette says the statement in Lord Derby's report that it is impossible to call up married men until the unattested unmarrieds are compelled to enlist is repeated in Lord Derby's statement that the campaign proved most distinctly that there is no want of courage and no holding back among men, but that as a matter of principle they desire that all be equally called upon to serve the country, is gratifying. Lord Derby's demand that unmarried men be removed from the munition and other industries and be replaced by older married men is generally accepted.: [625, 281, 761, 454]
- subheading-trades-union: THE TRADES UNION MEETING.: [481, 704, 609, 714]
- section-title-on-the-sea: On the Sea: [793, 34, 883, 53]
- fund-columns: £ s. d.: [1088, 1110, 1108, 1120]
- fund-row: [915, 1174, 1108, 1185]
- fund-total: £179 14 0: [915, 1314, 1108, 1326]
- masthead-title: STRATFORD EVENING POST.: [445, 7, 669, 19]
- poem-women-to-men: [168, 1123, 320, 1343]
- lead-headline-block: [8, 21, 318, 460]
- article-paragraph: Ladies' black silk-ankle hose at 1s 9d a pair is the latest bargain at the Melbourne Ltd. Another "stunning" one arrival is a line of fine quality hemstitched Irish lawn handkerchiefs at three for 1s.: [625, 1654, 761, 1719]
- list-item: W. McKie, Whangamomona.: [935, 953, 1036, 964]
